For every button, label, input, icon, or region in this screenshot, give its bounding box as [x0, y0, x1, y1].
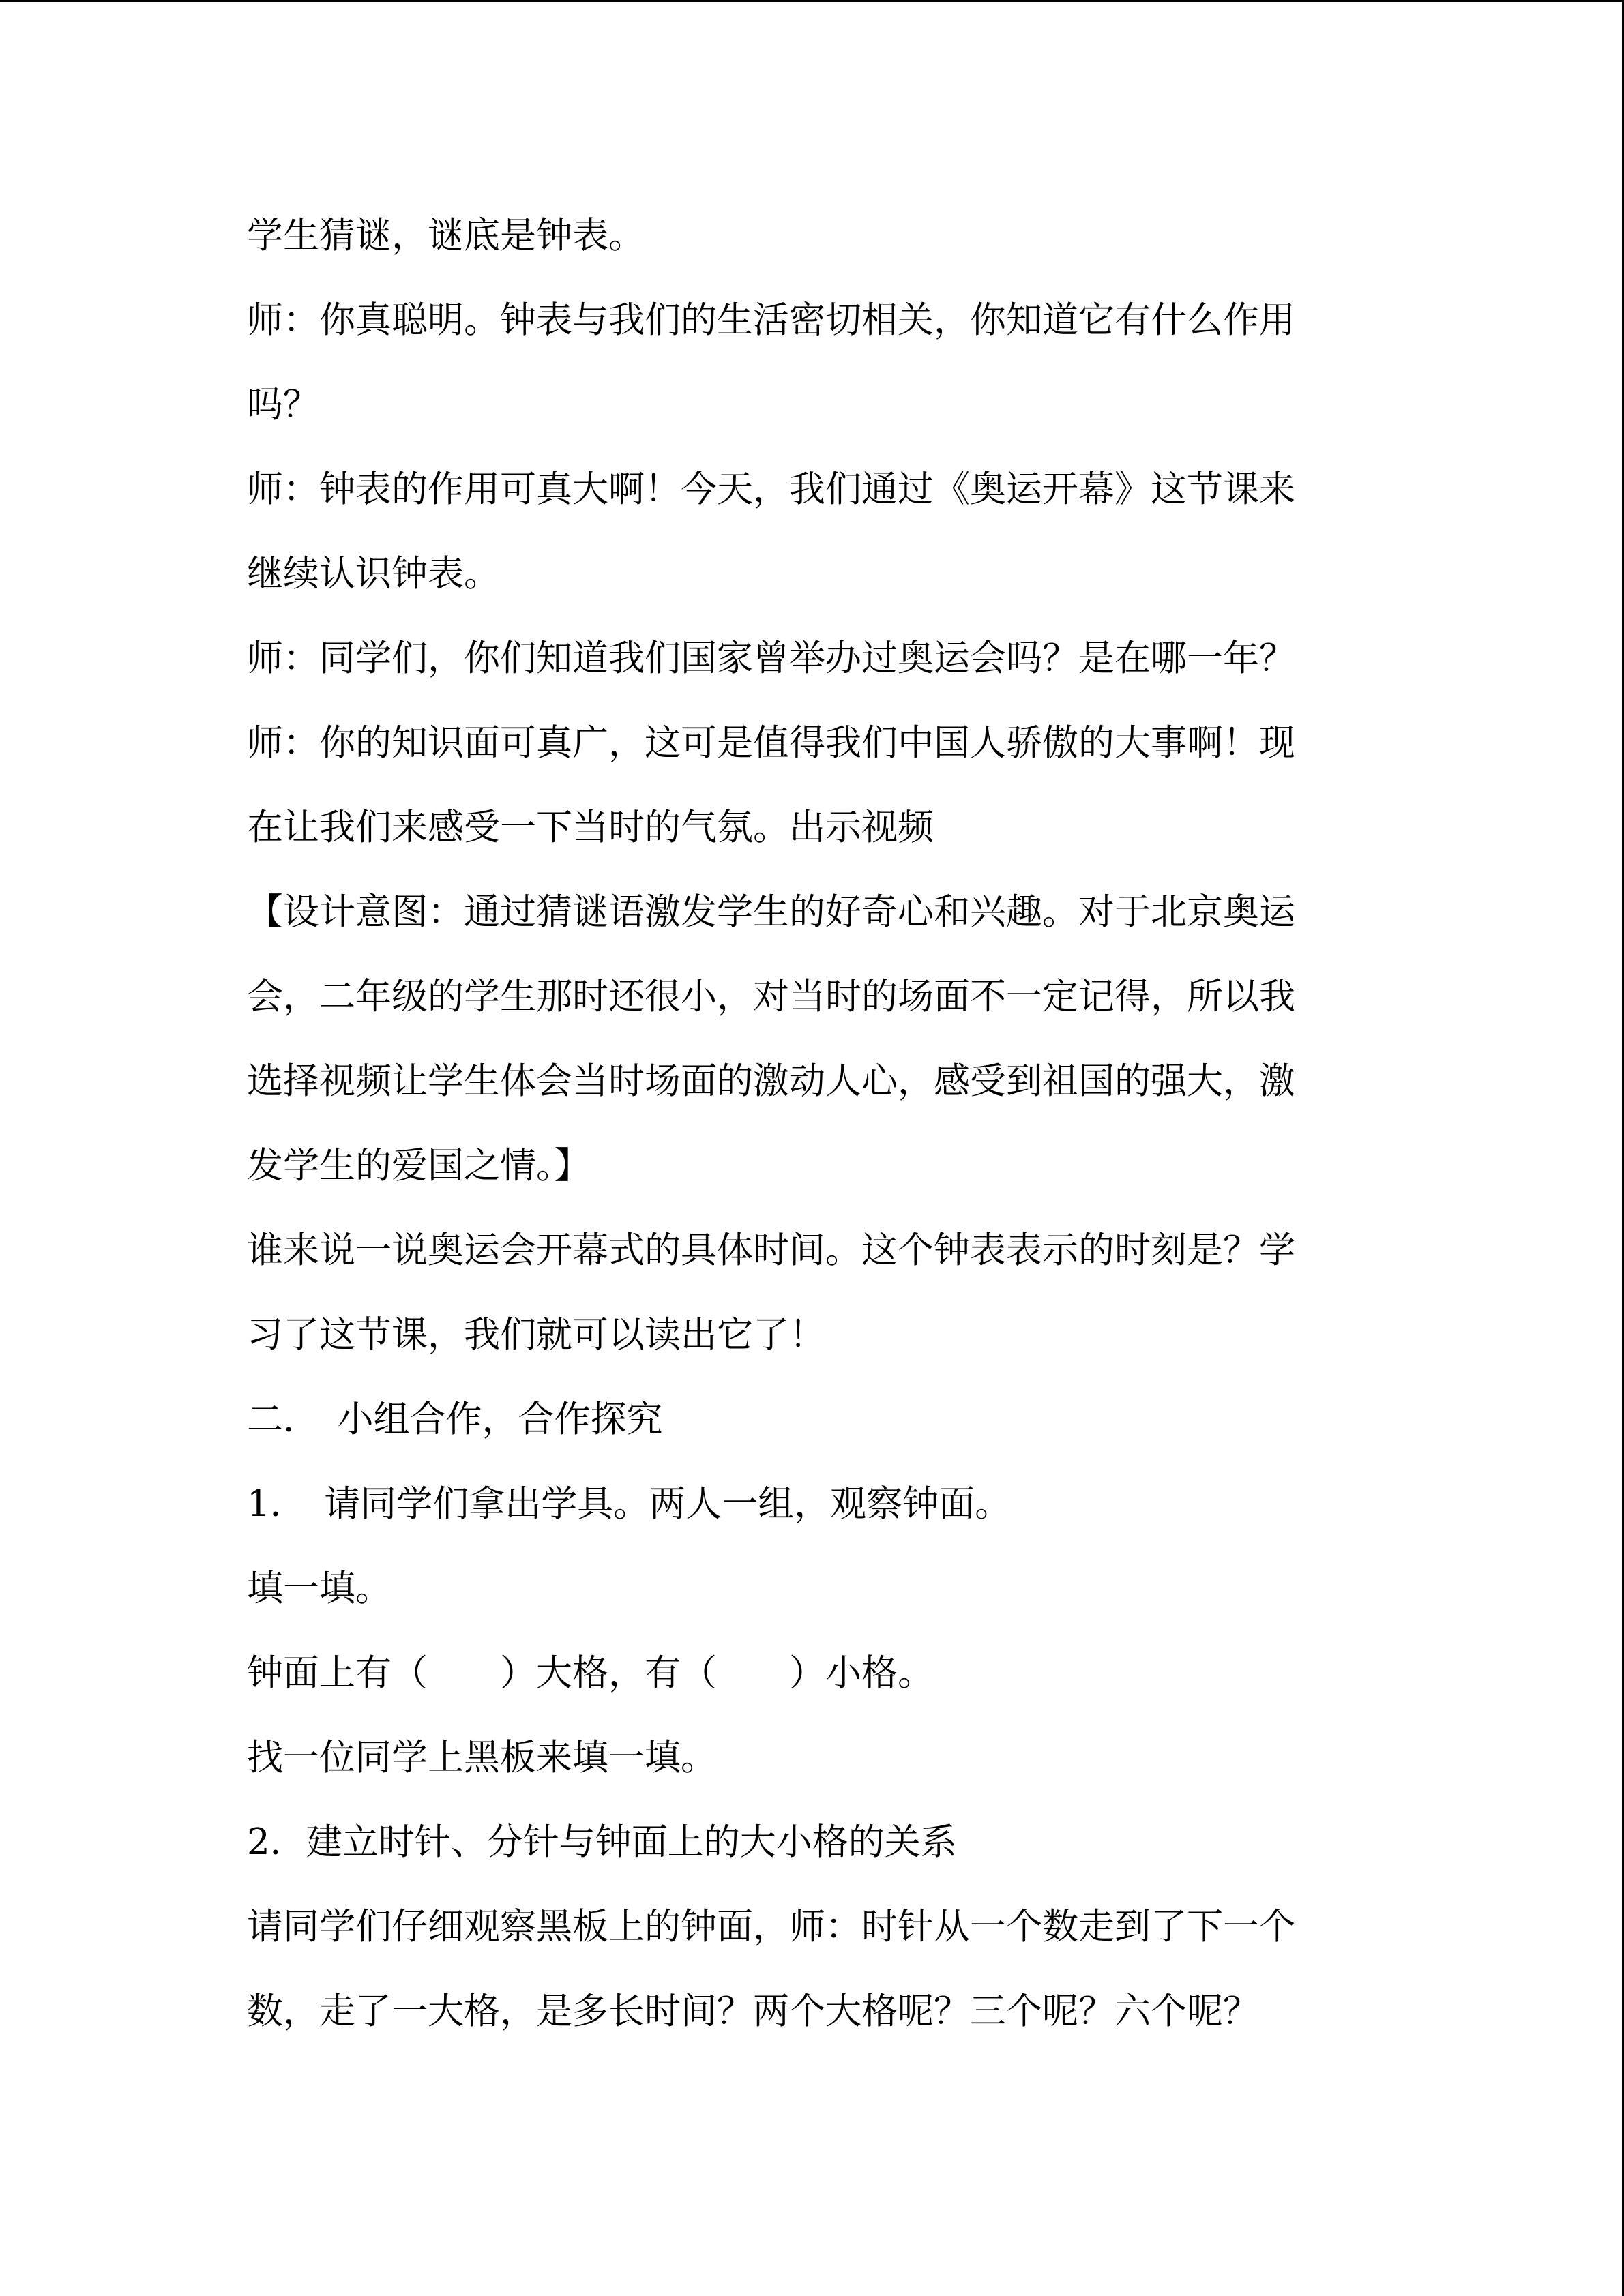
text-line-12: 发学生的爱国之情。】 — [247, 1145, 591, 1187]
text-line-7: 师：你的知识面可真广，这可是值得我们中国人骄傲的大事啊！现 — [247, 722, 1295, 764]
document-body — [247, 194, 1365, 2054]
top-border-line — [0, 0, 1624, 2]
text-line-22: 数，走了一大格，是多长时间？两个大格呢？三个呢？六个呢？ — [247, 1991, 1259, 2032]
text-line-20: 2．建立时针、分针与钟面上的大小格的关系 — [247, 1821, 957, 1863]
text-line-16: 1． 请同学们拿出学具。两人一组，观察钟面。 — [247, 1483, 1012, 1525]
text-line-3: 吗？ — [247, 384, 319, 426]
text-line-21: 请同学们仔细观察黑板上的钟面，师：时针从一个数走到了下一个 — [247, 1906, 1295, 1948]
text-line-19: 找一位同学上黑板来填一填。 — [247, 1737, 717, 1778]
text-line-4: 师：钟表的作用可真大啊！今天，我们通过《奥运开幕》这节课来 — [247, 468, 1295, 510]
text-line-2: 师：你真聪明。钟表与我们的生活密切相关，你知道它有什么作用 — [247, 299, 1295, 341]
text-line-6: 师：同学们，你们知道我们国家曾举办过奥运会吗？是在哪一年？ — [247, 638, 1295, 679]
text-line-8: 在让我们来感受一下当时的气氛。出示视频 — [247, 807, 934, 848]
text-line-11: 选择视频让学生体会当时场面的激动人心，感受到祖国的强大，激 — [247, 1060, 1295, 1102]
text-line-18: 钟面上有（ ）大格，有（ ）小格。 — [247, 1652, 934, 1694]
text-line-14: 习了这节课，我们就可以读出它了！ — [247, 1314, 825, 1356]
text-line-17: 填一填。 — [247, 1568, 392, 1609]
text-line-1: 学生猜谜，谜底是钟表。 — [247, 215, 645, 256]
text-line-15: 二． 小组合作，合作探究 — [247, 1399, 663, 1440]
text-line-9: 【设计意图：通过猜谜语激发学生的好奇心和兴趣。对于北京奥运 — [247, 891, 1295, 933]
text-line-5: 继续认识钟表。 — [247, 553, 500, 595]
text-line-10: 会，二年级的学生那时还很小，对当时的场面不一定记得，所以我 — [247, 976, 1295, 1017]
text-line-13: 谁来说一说奥运会开幕式的具体时间。这个钟表表示的时刻是？学 — [247, 1229, 1295, 1271]
